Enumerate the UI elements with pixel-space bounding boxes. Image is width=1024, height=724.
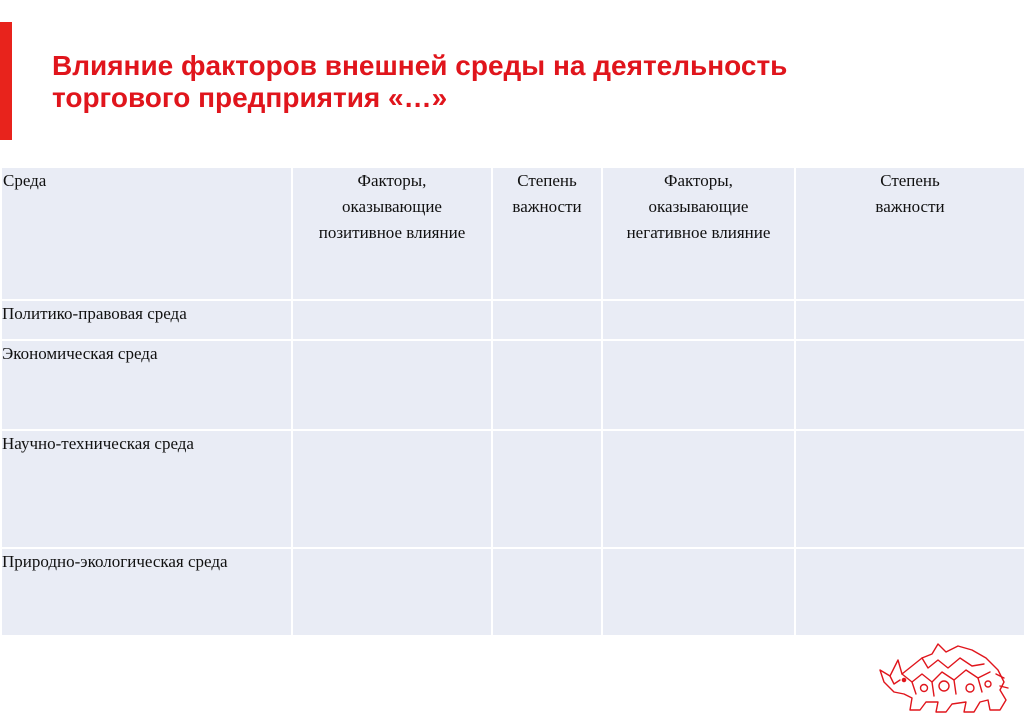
cell-negative[interactable] bbox=[602, 340, 795, 430]
table-row bbox=[1, 340, 1024, 430]
cell-negative-importance[interactable] bbox=[795, 548, 1024, 636]
row-label-scientific: Научно-техническая среда bbox=[1, 430, 292, 548]
header-pos-importance-line-1: Степень bbox=[517, 171, 577, 190]
header-negative-factors bbox=[602, 167, 795, 300]
cell-negative[interactable] bbox=[602, 300, 795, 340]
header-environment: Среда bbox=[1, 167, 292, 300]
slide-title bbox=[52, 50, 992, 114]
row-label-political: Политико-правовая среда bbox=[1, 300, 292, 340]
cell-positive-importance[interactable] bbox=[492, 430, 602, 548]
row-label-ecological: Природно-экологическая среда bbox=[1, 548, 292, 636]
cell-positive-importance[interactable] bbox=[492, 548, 602, 636]
header-positive-line-2: оказывающие bbox=[342, 197, 442, 216]
cell-negative-importance[interactable] bbox=[795, 340, 1024, 430]
header-positive-factors bbox=[292, 167, 492, 300]
factors-table bbox=[0, 166, 1024, 637]
cell-negative[interactable] bbox=[602, 430, 795, 548]
header-pos-importance-line-2: важности bbox=[512, 197, 582, 216]
cell-positive-importance[interactable] bbox=[492, 300, 602, 340]
cell-positive-importance[interactable] bbox=[492, 340, 602, 430]
cell-negative-importance[interactable] bbox=[795, 300, 1024, 340]
table-row bbox=[1, 430, 1024, 548]
header-positive-line-3: позитивное влияние bbox=[318, 223, 466, 242]
header-negative-importance bbox=[795, 167, 1024, 300]
header-negative-line-1: Факторы, bbox=[664, 171, 733, 190]
header-neg-importance-line-2: важности bbox=[875, 197, 945, 216]
header-negative-line-2: оказывающие bbox=[648, 197, 749, 216]
rhino-icon bbox=[876, 630, 1018, 716]
header-positive-line-1: Факторы, bbox=[357, 171, 427, 190]
header-negative-line-3: негативное влияние bbox=[626, 223, 771, 242]
cell-positive[interactable] bbox=[292, 300, 492, 340]
cell-positive[interactable] bbox=[292, 430, 492, 548]
cell-negative-importance[interactable] bbox=[795, 430, 1024, 548]
header-neg-importance-line-1: Степень bbox=[880, 171, 940, 190]
row-label-economic: Экономическая среда bbox=[1, 340, 292, 430]
table-header-row bbox=[1, 167, 1024, 300]
title-line-2: торгового предприятия «…» bbox=[52, 82, 448, 113]
cell-positive[interactable] bbox=[292, 548, 492, 636]
cell-positive[interactable] bbox=[292, 340, 492, 430]
table-row bbox=[1, 300, 1024, 340]
table-row bbox=[1, 548, 1024, 636]
cell-negative[interactable] bbox=[602, 548, 795, 636]
title-line-1: Влияние факторов внешней среды на деятельность bbox=[52, 50, 788, 81]
accent-bar bbox=[0, 22, 12, 140]
header-positive-importance bbox=[492, 167, 602, 300]
